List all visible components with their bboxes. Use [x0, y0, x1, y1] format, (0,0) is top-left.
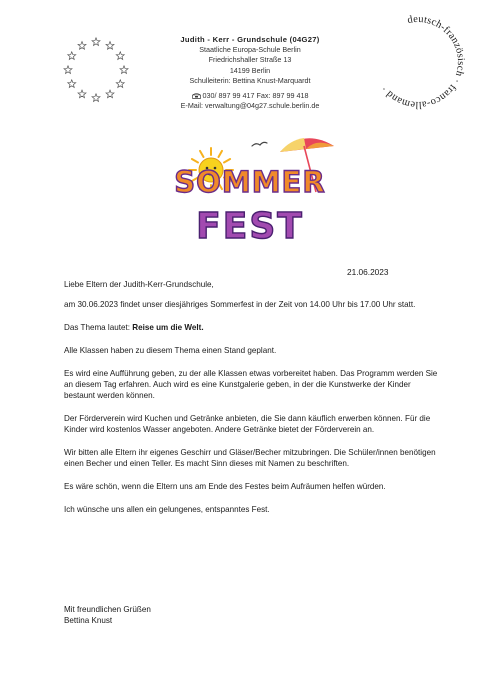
eu-star-icon	[120, 66, 128, 74]
phone-icon	[192, 93, 201, 99]
school-subtitle: Staatliche Europa-Schule Berlin	[199, 45, 301, 55]
eu-star-icon	[116, 52, 124, 60]
paragraph-dishes: Wir bitten alle Eltern ihr eigenes Geschirr und Gläser/Becher mitzubringen. Die Schüler/innen benötigen einen Becher und einen Teller. Es macht Sinn dieses mit Namen zu beschriften.	[64, 447, 436, 468]
bird-icon	[252, 142, 267, 146]
eu-stars-icon	[60, 34, 132, 106]
eu-star-icon	[68, 52, 76, 60]
paragraph-performance: Es wird eine Aufführung geben, zu der alle Klassen etwas vorbereitet haben. Das Programm werden Sie an diesem Tag erfahren. Auch wird es eine Kunstgalerie geben, in der die Kunstwerke der Kinder bestaunt werden können.	[64, 368, 438, 400]
theme-title: Reise um die Welt.	[132, 323, 204, 332]
salutation: Liebe Eltern der Judith-Kerr-Grundschule,	[64, 280, 214, 289]
eu-star-icon	[68, 80, 76, 88]
letter-date: 21.06.2023	[347, 267, 389, 277]
closing	[64, 604, 151, 626]
paragraph-date-time: am 30.06.2023 findet unser diesjähriges Sommerfest in der Zeit von 14.00 Uhr bis 17.00 Uhr statt.	[64, 300, 416, 310]
eu-star-icon	[64, 66, 72, 74]
paragraph-theme	[64, 322, 444, 333]
eu-star-icon	[106, 42, 114, 50]
school-info	[140, 35, 360, 111]
paragraph-stands: Alle Klassen haben zu diesem Thema einen Stand geplant.	[64, 345, 277, 355]
paragraph-cleanup: Es wäre schön, wenn die Eltern uns am Ende des Festes beim Aufräumen helfen würden.	[64, 481, 386, 491]
circle-text: deutsch-französisch · franco-allemand ·	[379, 13, 467, 111]
closing-signature: Bettina Knust	[64, 616, 113, 626]
sun-ray	[219, 151, 223, 157]
eu-star-icon	[78, 90, 86, 98]
letter-body	[64, 279, 444, 526]
eu-star-icon	[92, 38, 100, 46]
closing-greeting: Mit freundlichen Grüßen	[64, 605, 151, 614]
banner-word-fest: FEST	[196, 206, 304, 247]
school-street: Friedrichshaller Straße 13	[208, 55, 292, 65]
paragraph-wishes: Ich wünsche uns allen ein gelungenes, entspanntes Fest.	[64, 504, 270, 514]
svg-text:deutsch-französisch · franco-a	[379, 14, 466, 110]
phone-line	[140, 91, 360, 101]
school-email: E-Mail: verwaltung@04g27.schule.berlin.de	[180, 101, 320, 111]
eu-star-icon	[106, 90, 114, 98]
banner-word-sommer: SOMMER	[174, 165, 326, 199]
eu-star-icon	[78, 42, 86, 50]
school-principal: Schulleiterin: Bettina Knust-Marquardt	[189, 75, 311, 85]
school-name: Judith - Kerr - Grundschule (04G27)	[180, 35, 320, 44]
paragraph-food-drinks: Der Förderverein wird Kuchen und Getränke anbieten, die Sie dann käuflich erwerben können. Für die Kinder wird kostenlos Wasser angeboten. Andere Getränke bietet der Förderverein an.	[64, 413, 431, 434]
eu-star-icon	[116, 80, 124, 88]
school-phone: 030/ 897 99 417 Fax: 897 99 418	[202, 91, 309, 101]
school-city: 14199 Berlin	[229, 65, 271, 75]
theme-prefix: Das Thema lautet:	[64, 323, 133, 332]
bilingual-circle-logo	[368, 12, 468, 112]
sun-ray	[224, 159, 230, 163]
sun-ray	[192, 159, 198, 163]
eu-star-icon	[92, 94, 100, 102]
sun-ray	[200, 151, 204, 157]
sommerfest-banner	[164, 130, 336, 250]
